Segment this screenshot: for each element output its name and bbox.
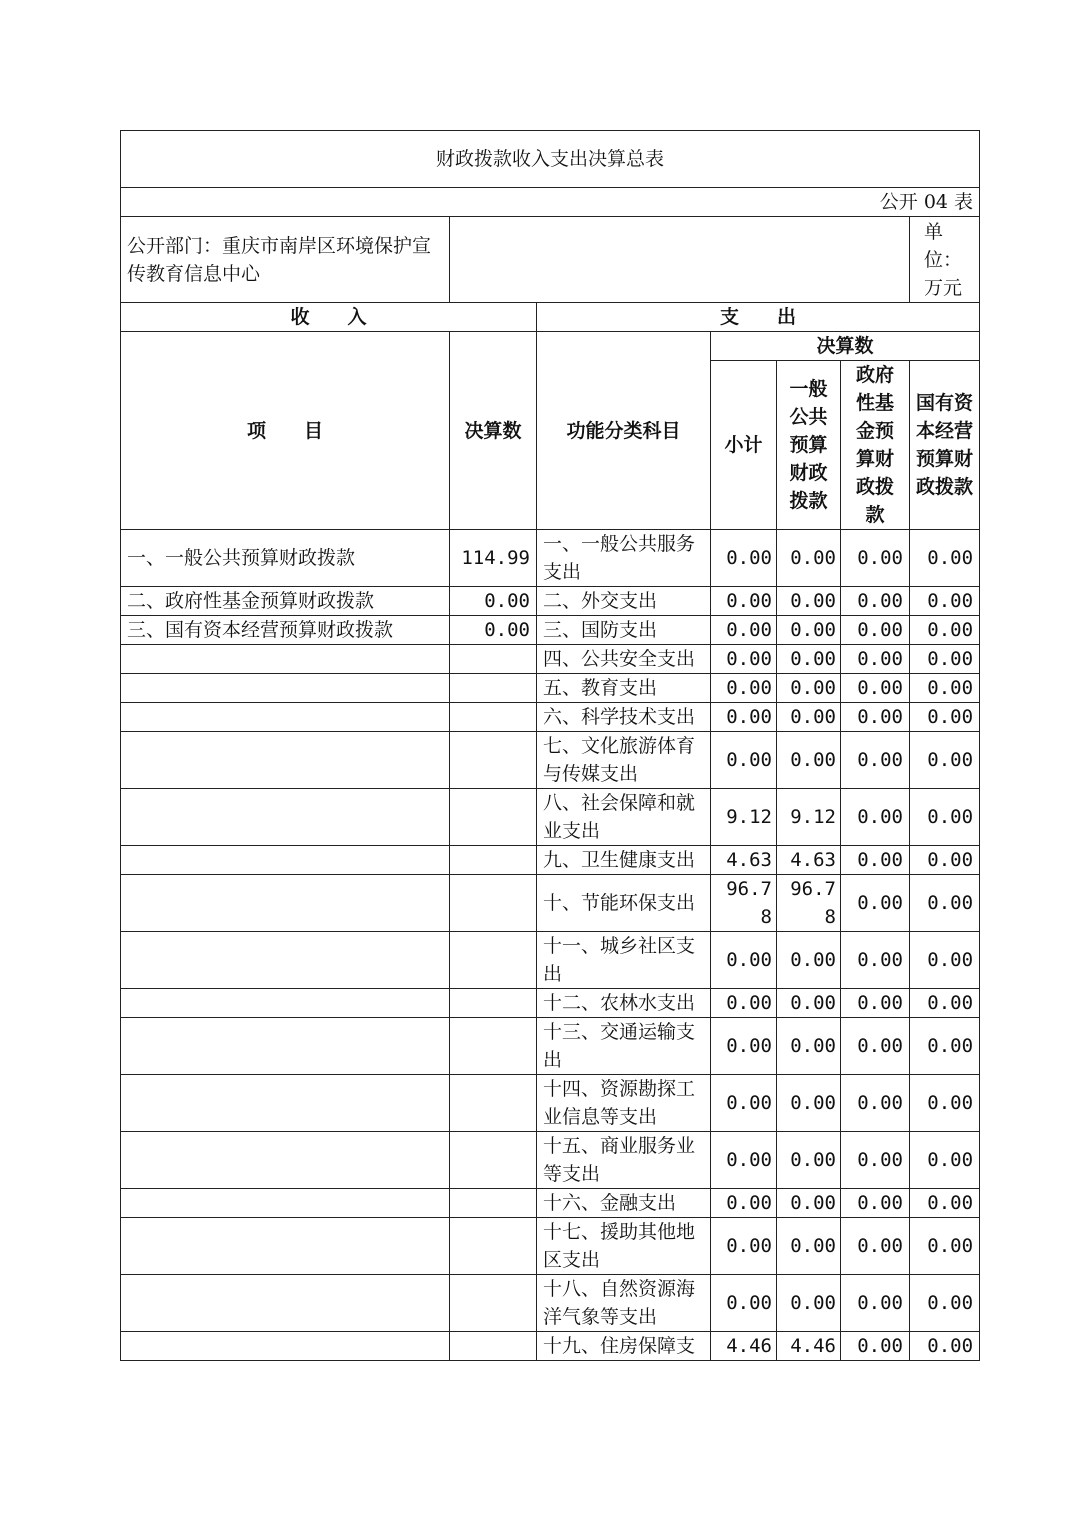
subtotal-cell: 0.00 <box>711 674 777 703</box>
state-capital-cell: 0.00 <box>910 789 980 846</box>
income-item-cell <box>121 1018 450 1075</box>
function-category-cell: 七、文化旅游体育与传媒支出 <box>537 732 711 789</box>
general-budget-cell: 0.00 <box>777 732 841 789</box>
table-row <box>121 789 980 846</box>
state-capital-cell: 0.00 <box>910 1218 980 1275</box>
general-budget-cell: 0.00 <box>777 645 841 674</box>
general-budget-cell: 0.00 <box>777 1189 841 1218</box>
general-budget-cell: 0.00 <box>777 1275 841 1332</box>
general-budget-cell: 0.00 <box>777 587 841 616</box>
state-capital-cell: 0.00 <box>910 846 980 875</box>
income-amount-cell <box>450 703 537 732</box>
function-category-cell: 九、卫生健康支出 <box>537 846 711 875</box>
col-state: 国有资本经营预算财政拨款 <box>910 361 980 530</box>
gov-fund-cell: 0.00 <box>841 1075 910 1132</box>
subtotal-cell: 4.63 <box>711 846 777 875</box>
state-capital-cell: 0.00 <box>910 674 980 703</box>
gov-fund-cell: 0.00 <box>841 1275 910 1332</box>
general-budget-cell: 0.00 <box>777 1018 841 1075</box>
subtotal-cell: 4.46 <box>711 1332 777 1361</box>
gov-fund-cell: 0.00 <box>841 789 910 846</box>
function-category-cell: 十、节能环保支出 <box>537 875 711 932</box>
income-amount-cell <box>450 846 537 875</box>
income-item-cell <box>121 789 450 846</box>
income-amount-cell <box>450 1075 537 1132</box>
function-category-cell: 八、社会保障和就业支出 <box>537 789 711 846</box>
state-capital-cell: 0.00 <box>910 989 980 1018</box>
general-budget-cell: 9.12 <box>777 789 841 846</box>
table-row <box>121 587 980 616</box>
subtotal-cell: 0.00 <box>711 645 777 674</box>
subtotal-cell: 0.00 <box>711 989 777 1018</box>
gov-fund-cell: 0.00 <box>841 1132 910 1189</box>
income-amount-cell <box>450 1332 537 1361</box>
table-row <box>121 732 980 789</box>
general-budget-cell: 0.00 <box>777 530 841 587</box>
gov-fund-cell: 0.00 <box>841 645 910 674</box>
income-item-cell: 三、国有资本经营预算财政拨款 <box>121 616 450 645</box>
state-capital-cell: 0.00 <box>910 645 980 674</box>
state-capital-cell: 0.00 <box>910 875 980 932</box>
income-item-cell <box>121 932 450 989</box>
income-item-cell: 一、一般公共预算财政拨款 <box>121 530 450 587</box>
income-item-cell <box>121 1075 450 1132</box>
general-budget-cell: 96.78 <box>777 875 841 932</box>
table-row <box>121 1332 980 1361</box>
subtotal-cell: 0.00 <box>711 616 777 645</box>
col-function: 功能分类科目 <box>537 332 711 530</box>
general-budget-cell: 0.00 <box>777 674 841 703</box>
function-category-cell: 十七、援助其他地区支出 <box>537 1218 711 1275</box>
subtotal-cell: 0.00 <box>711 1189 777 1218</box>
general-budget-cell: 0.00 <box>777 703 841 732</box>
income-amount-cell <box>450 1132 537 1189</box>
income-amount-cell <box>450 1275 537 1332</box>
subtotal-cell: 0.00 <box>711 1132 777 1189</box>
income-item-cell <box>121 1332 450 1361</box>
table-row <box>121 530 980 587</box>
header-spacer <box>450 217 910 303</box>
income-item-cell <box>121 1189 450 1218</box>
function-category-cell: 十八、自然资源海洋气象等支出 <box>537 1275 711 1332</box>
subtotal-cell: 0.00 <box>711 530 777 587</box>
income-amount-cell <box>450 645 537 674</box>
income-amount-cell <box>450 1218 537 1275</box>
income-amount-cell: 0.00 <box>450 616 537 645</box>
gov-fund-cell: 0.00 <box>841 530 910 587</box>
expense-header: 支 出 <box>537 303 980 332</box>
function-category-cell: 二、外交支出 <box>537 587 711 616</box>
income-item-cell <box>121 1218 450 1275</box>
col-subtotal: 小计 <box>711 361 777 530</box>
subtotal-cell: 0.00 <box>711 1018 777 1075</box>
table-row <box>121 674 980 703</box>
state-capital-cell: 0.00 <box>910 703 980 732</box>
income-amount-cell: 0.00 <box>450 587 537 616</box>
function-category-cell: 十四、资源勘探工业信息等支出 <box>537 1075 711 1132</box>
department-label: 公开部门：重庆市南岸区环境保护宣传教育信息中心 <box>121 217 450 303</box>
income-amount-cell <box>450 932 537 989</box>
general-budget-cell: 4.46 <box>777 1332 841 1361</box>
state-capital-cell: 0.00 <box>910 1075 980 1132</box>
gov-fund-cell: 0.00 <box>841 674 910 703</box>
gov-fund-cell: 0.00 <box>841 989 910 1018</box>
subtotal-cell: 0.00 <box>711 703 777 732</box>
gov-fund-cell: 0.00 <box>841 1332 910 1361</box>
subtotal-cell: 0.00 <box>711 1218 777 1275</box>
subtotal-cell: 96.78 <box>711 875 777 932</box>
income-amount-cell <box>450 989 537 1018</box>
col-general: 一般公共预算财政拨款 <box>777 361 841 530</box>
function-category-cell: 十九、住房保障支 <box>537 1332 711 1361</box>
state-capital-cell: 0.00 <box>910 1132 980 1189</box>
gov-fund-cell: 0.00 <box>841 846 910 875</box>
table-row <box>121 645 980 674</box>
income-item-cell: 二、政府性基金预算财政拨款 <box>121 587 450 616</box>
col-fund: 政府性基金预算财政拨款 <box>841 361 910 530</box>
table-row <box>121 875 980 932</box>
function-category-cell: 十六、金融支出 <box>537 1189 711 1218</box>
function-category-cell: 六、科学技术支出 <box>537 703 711 732</box>
table-row <box>121 989 980 1018</box>
col-item: 项 目 <box>121 332 450 530</box>
gov-fund-cell: 0.00 <box>841 1018 910 1075</box>
gov-fund-cell: 0.00 <box>841 1218 910 1275</box>
general-budget-cell: 4.63 <box>777 846 841 875</box>
income-item-cell <box>121 846 450 875</box>
general-budget-cell: 0.00 <box>777 1218 841 1275</box>
page-title: 财政拨款收入支出决算总表 <box>121 131 980 188</box>
table-code: 公开 04 表 <box>121 188 980 217</box>
function-category-cell: 十三、交通运输支出 <box>537 1018 711 1075</box>
unit-label: 单位：万元 <box>910 217 980 303</box>
subtotal-cell: 9.12 <box>711 789 777 846</box>
function-category-cell: 十二、农林水支出 <box>537 989 711 1018</box>
subtotal-cell: 0.00 <box>711 1275 777 1332</box>
income-amount-cell <box>450 1018 537 1075</box>
state-capital-cell: 0.00 <box>910 1332 980 1361</box>
function-category-cell: 十一、城乡社区支出 <box>537 932 711 989</box>
gov-fund-cell: 0.00 <box>841 732 910 789</box>
table-row <box>121 1132 980 1189</box>
state-capital-cell: 0.00 <box>910 1189 980 1218</box>
income-item-cell <box>121 645 450 674</box>
income-item-cell <box>121 1132 450 1189</box>
income-amount-cell <box>450 732 537 789</box>
state-capital-cell: 0.00 <box>910 1275 980 1332</box>
state-capital-cell: 0.00 <box>910 732 980 789</box>
income-item-cell <box>121 989 450 1018</box>
gov-fund-cell: 0.00 <box>841 587 910 616</box>
subtotal-cell: 0.00 <box>711 587 777 616</box>
function-category-cell: 十五、商业服务业等支出 <box>537 1132 711 1189</box>
income-item-cell <box>121 1275 450 1332</box>
gov-fund-cell: 0.00 <box>841 932 910 989</box>
income-item-cell <box>121 674 450 703</box>
table-row <box>121 1075 980 1132</box>
subtotal-cell: 0.00 <box>711 932 777 989</box>
col-income-amount: 决算数 <box>450 332 537 530</box>
subtotal-cell: 0.00 <box>711 732 777 789</box>
income-amount-cell <box>450 875 537 932</box>
income-amount-cell <box>450 1189 537 1218</box>
table-row <box>121 1275 980 1332</box>
function-category-cell: 四、公共安全支出 <box>537 645 711 674</box>
general-budget-cell: 0.00 <box>777 1075 841 1132</box>
state-capital-cell: 0.00 <box>910 932 980 989</box>
function-category-cell: 五、教育支出 <box>537 674 711 703</box>
col-final-group: 决算数 <box>711 332 980 361</box>
state-capital-cell: 0.00 <box>910 530 980 587</box>
gov-fund-cell: 0.00 <box>841 1189 910 1218</box>
income-amount-cell <box>450 674 537 703</box>
income-item-cell <box>121 732 450 789</box>
table-row <box>121 1218 980 1275</box>
gov-fund-cell: 0.00 <box>841 875 910 932</box>
general-budget-cell: 0.00 <box>777 989 841 1018</box>
function-category-cell: 一、一般公共服务支出 <box>537 530 711 587</box>
table-row <box>121 703 980 732</box>
table-row <box>121 1189 980 1218</box>
subtotal-cell: 0.00 <box>711 1075 777 1132</box>
income-header: 收 入 <box>121 303 537 332</box>
income-amount-cell: 114.99 <box>450 530 537 587</box>
income-item-cell <box>121 875 450 932</box>
general-budget-cell: 0.00 <box>777 616 841 645</box>
income-amount-cell <box>450 789 537 846</box>
general-budget-cell: 0.00 <box>777 1132 841 1189</box>
table-row <box>121 932 980 989</box>
table-row <box>121 616 980 645</box>
fiscal-appropriation-table <box>120 130 980 1361</box>
general-budget-cell: 0.00 <box>777 932 841 989</box>
gov-fund-cell: 0.00 <box>841 703 910 732</box>
state-capital-cell: 0.00 <box>910 616 980 645</box>
income-item-cell <box>121 703 450 732</box>
table-row <box>121 1018 980 1075</box>
function-category-cell: 三、国防支出 <box>537 616 711 645</box>
table-row <box>121 846 980 875</box>
gov-fund-cell: 0.00 <box>841 616 910 645</box>
state-capital-cell: 0.00 <box>910 1018 980 1075</box>
state-capital-cell: 0.00 <box>910 587 980 616</box>
